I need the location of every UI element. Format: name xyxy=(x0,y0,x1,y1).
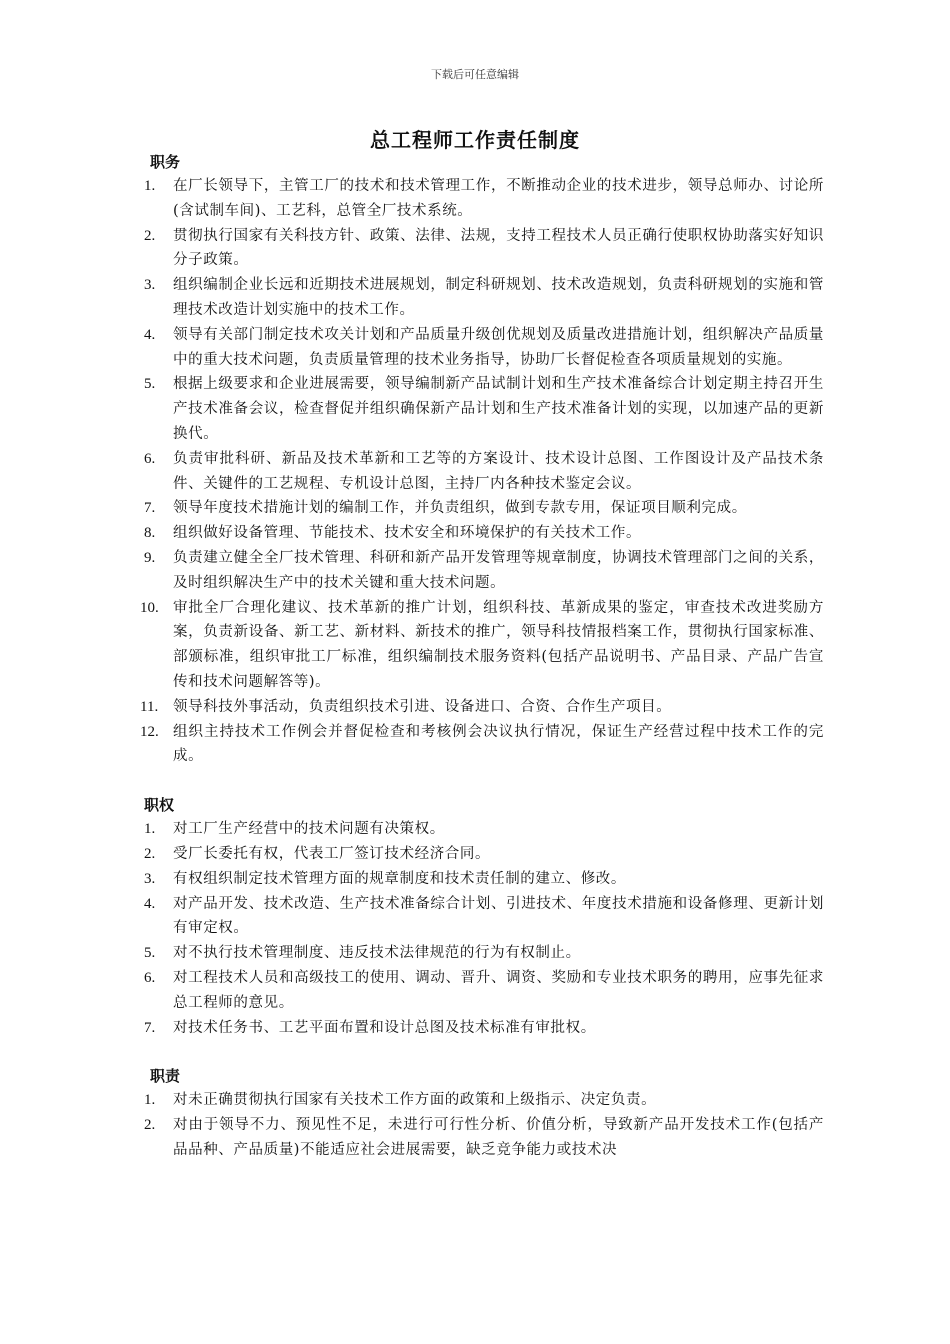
section-heading: 职权 xyxy=(144,796,175,815)
list-item xyxy=(144,546,824,596)
section-spacer xyxy=(144,769,824,793)
item-number: 4. xyxy=(144,326,156,343)
item-text: 对由于领导不力、预见性不足，未进行可行性分析、价值分析，导致新产品开发技术工作(包括产品品种、产品质量)不能适应社会进展需要，缺乏竞争能力或技术决 xyxy=(173,1117,824,1158)
item-number: 3. xyxy=(144,277,156,294)
item-number: 1. xyxy=(144,1092,156,1109)
item-text: 贯彻执行国家有关科技方针、政策、法律、法规，支持工程技术人员正确行使职权协助落实好知识分子政策。 xyxy=(173,227,824,269)
item-number: 7. xyxy=(144,1019,156,1036)
list-item xyxy=(144,867,824,892)
item-text: 负责建立健全全厂技术管理、科研和新产品开发管理等规章制度，协调技术管理部门之间的关系，及时组织解决生产中的技术关键和重大技术问题。 xyxy=(173,549,824,591)
item-text: 对技术任务书、工艺平面布置和设计总图及技术标准有审批权。 xyxy=(173,1019,596,1036)
list-item xyxy=(144,174,824,224)
item-number: 2. xyxy=(144,1117,156,1134)
item-number: 1. xyxy=(144,178,156,194)
item-text: 组织做好设备管理、节能技术、技术安全和环境保护的有关技术工作。 xyxy=(173,525,642,542)
item-number: 6. xyxy=(144,450,156,467)
item-number: 2. xyxy=(144,845,156,862)
item-text: 根据上级要求和企业进展需要，领导编制新产品试制计划和生产技术准备综合计划定期主持召开生产技术准备会议，检查督促并组织确保新产品计划和生产技术准备计划的实现，以加速产品的更新换代。 xyxy=(173,376,824,442)
authority-list xyxy=(144,817,824,1040)
list-item xyxy=(144,521,824,546)
item-text: 领导科技外事活动，负责组织技术引进、设备进口、合资、合作生产项目。 xyxy=(173,698,672,715)
section-heading: 职务 xyxy=(150,153,181,171)
list-item xyxy=(144,273,824,323)
item-number: 3. xyxy=(144,870,156,887)
item-text: 领导有关部门制定技术攻关计划和产品质量升级创优规划及质量改进措施计划，组织解决产品质量中的重大技术问题，负责质量管理的技术业务指导，协助厂长督促检查各项质量规划的实施。 xyxy=(173,326,824,368)
list-item xyxy=(144,817,824,842)
item-text: 组织编制企业长远和近期技术进展规划，制定科研规划、技术改造规划，负责科研规划的实施和管理技术改造计划实施中的技术工作。 xyxy=(173,277,824,318)
item-text: 组织主持技术工作例会并督促检查和考核例会决议执行情况，保证生产经营过程中技术工作的完成。 xyxy=(173,723,824,765)
list-item xyxy=(144,447,824,497)
item-text: 对工厂生产经营中的技术问题有决策权。 xyxy=(173,821,445,838)
list-item xyxy=(144,1016,824,1041)
item-number: 5. xyxy=(144,945,156,962)
section-authority xyxy=(144,793,824,1040)
item-number: 6. xyxy=(144,969,156,986)
item-number: 2. xyxy=(144,227,156,244)
item-number: 4. xyxy=(144,895,156,912)
item-number: 7. xyxy=(144,500,156,517)
list-item xyxy=(140,720,824,770)
list-item xyxy=(144,1088,824,1113)
item-text: 负责审批科研、新品及技术革新和工艺等的方案设计、技术设计总图、工作图设计及产品技术条件、关键件的工艺规程、专机设计总图，主持厂内各种技术鉴定会议。 xyxy=(173,450,824,492)
section-heading: 职责 xyxy=(150,1067,181,1086)
list-item xyxy=(144,224,824,274)
list-item xyxy=(140,695,824,720)
item-number: 9. xyxy=(144,549,156,566)
item-number: 5. xyxy=(144,376,156,393)
list-item xyxy=(144,372,824,446)
list-item xyxy=(140,596,824,695)
document-title: 总工程师工作责任制度 xyxy=(370,128,580,152)
list-item xyxy=(144,323,824,373)
section-responsibilities xyxy=(144,1064,824,1162)
item-text: 受厂长委托有权，代表工厂签订技术经济合同。 xyxy=(173,845,491,862)
item-text: 领导年度技术措施计划的编制工作，并负责组织，做到专款专用，保证项目顺利完成。 xyxy=(173,500,747,517)
duties-list xyxy=(140,174,824,769)
list-item xyxy=(144,892,824,942)
list-item xyxy=(144,966,824,1016)
item-number: 1. xyxy=(144,821,156,838)
header-note: 下载后可任意编辑 xyxy=(431,68,519,81)
list-item xyxy=(144,1113,824,1163)
list-item xyxy=(144,496,824,521)
list-item xyxy=(144,842,824,867)
item-number: 12. xyxy=(140,723,159,740)
item-text: 对未正确贯彻执行国家有关技术工作方面的政策和上级指示、决定负责。 xyxy=(173,1092,657,1109)
responsibilities-list xyxy=(144,1088,824,1162)
section-spacer xyxy=(144,1040,824,1064)
item-text: 对不执行技术管理制度、违反技术法律规范的行为有权制止。 xyxy=(173,945,581,962)
item-number: 8. xyxy=(144,525,156,542)
item-number: 10. xyxy=(140,599,159,616)
document-body xyxy=(140,150,824,1163)
item-text: 在厂长领导下，主管工厂的技术和技术管理工作，不断推动企业的技术进步，领导总师办、讨论所(含试制车间)、工艺科，总管全厂技术系统。 xyxy=(173,178,824,219)
list-item xyxy=(144,941,824,966)
item-text: 有权组织制定技术管理方面的规章制度和技术责任制的建立、修改。 xyxy=(173,870,626,887)
item-text: 对产品开发、技术改造、生产技术准备综合计划、引进技术、年度技术措施和设备修理、更新计划有审定权。 xyxy=(173,895,824,937)
item-number: 11. xyxy=(140,698,159,715)
item-text: 对工程技术人员和高级技工的使用、调动、晋升、调资、奖励和专业技术职务的聘用，应事先征求总工程师的意见。 xyxy=(173,969,824,1011)
item-text: 审批全厂合理化建议、技术革新的推广计划，组织科技、革新成果的鉴定，审查技术改进奖励方案，负责新设备、新工艺、新材料、新技术的推广，领导科技情报档案工作，贯彻执行国家标准、部颁标准，组织审批工厂标准，组织编制技术服务资料(包括产品说明书、产品目录、产品广告宣传和技术问题解答等)。 xyxy=(173,599,824,690)
section-duties xyxy=(140,150,824,769)
